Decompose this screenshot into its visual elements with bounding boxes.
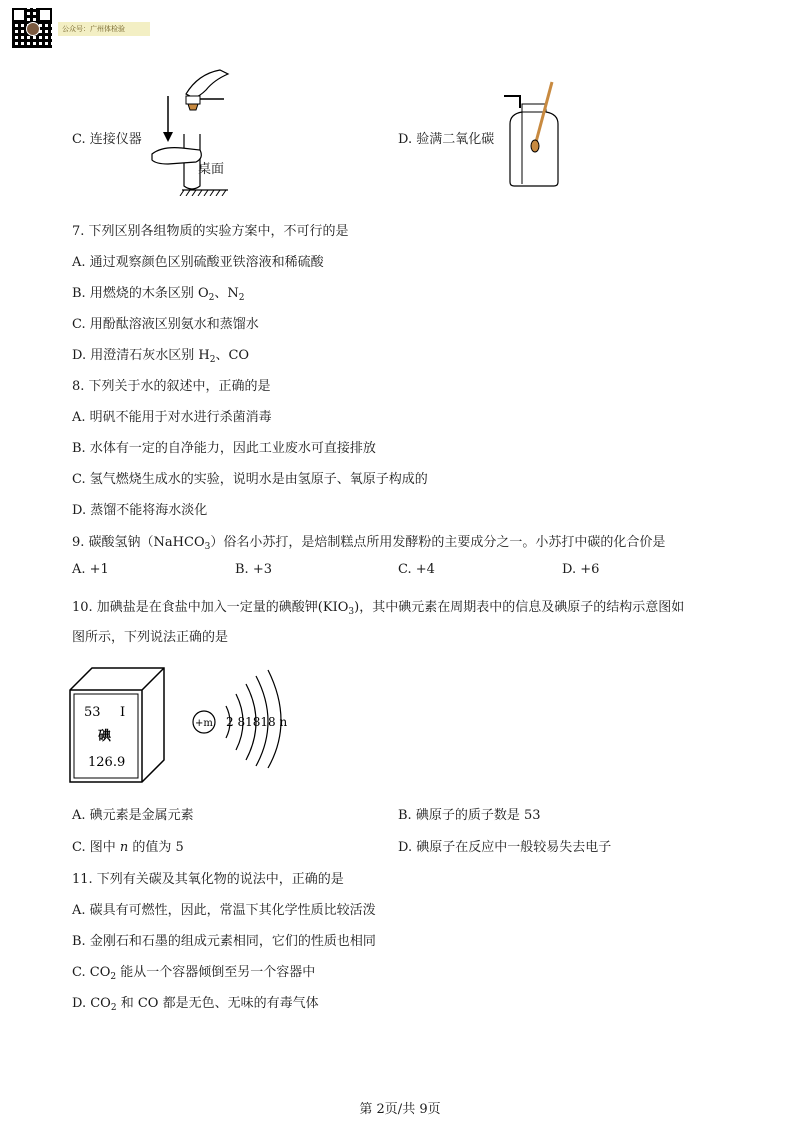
- qr-code: [12, 8, 52, 48]
- q9-option-a: A. +1: [72, 562, 109, 577]
- q11-option-d: D. $CO_2$ 和 CO 都是无色、无味的有毒气体: [72, 996, 319, 1013]
- q6-option-d: D. 验满二氧化碳: [398, 132, 495, 147]
- down-arrow-icon: [163, 132, 173, 142]
- q10-option-a: A. 碘元素是金属元素: [72, 808, 194, 823]
- stopper: [186, 96, 200, 104]
- bottle-neck: [522, 104, 546, 112]
- rubber-plug: [188, 104, 198, 110]
- q7-option-a: A. 通过观察颜色区别硫酸亚铁溶液和稀硫酸: [72, 255, 324, 270]
- q11-option-b: B. 金刚石和石墨的组成元素相同，它们的性质也相同: [72, 934, 376, 949]
- q8-option-d: D. 蒸馏不能将海水淡化: [72, 503, 208, 518]
- q9-option-d: D. +6: [562, 562, 600, 577]
- q7-option-d: D. 用澄清石灰水区别 $H_2$、CO: [72, 348, 250, 365]
- header-banner: 公众号：广州体检验: [58, 22, 150, 36]
- qr-avatar: [26, 22, 40, 36]
- upper-hand: [186, 70, 228, 98]
- cell-atomic-number: 53: [84, 705, 101, 720]
- q7-stem: 7. 下列区别各组物质的实验方案中，不可行的是: [72, 224, 349, 239]
- periodic-cell-figure: [68, 664, 168, 786]
- desk-label: 桌面: [198, 162, 225, 177]
- page-number: 第 2页/共 9页: [359, 1102, 441, 1117]
- q8-option-c: C. 氢气燃烧生成水的实验，说明水是由氢原子、氧原子构成的: [72, 472, 428, 487]
- q10-option-b: B. 碘原子的质子数是 53: [398, 808, 541, 823]
- shell-electrons: 2 81818 n: [226, 715, 288, 729]
- q7-option-c: C. 用酚酞溶液区别氨水和蒸馏水: [72, 317, 259, 332]
- q8-option-b: B. 水体有一定的自净能力，因此工业废水可直接排放: [72, 441, 376, 456]
- q10-stem-line2: 图所示，下列说法正确的是: [72, 630, 229, 645]
- q6-option-c: C. 连接仪器: [72, 132, 142, 147]
- q10-stem-line1: 10. 加碘盐是在食盐中加入一定量的碘酸钾$(KIO_3)$，其中碘元素在周期表中的信息及碘原子的结构示意图如: [72, 600, 685, 617]
- desk-hatch: [180, 190, 226, 196]
- q10-option-c: C. 图中 n 的值为 5: [72, 840, 184, 855]
- cell-element-name: 碘: [98, 729, 112, 744]
- q10-option-d: D. 碘原子在反应中一般较易失去电子: [398, 840, 612, 855]
- nucleus-charge: +m: [195, 718, 213, 729]
- co2-test-figure: [500, 80, 566, 190]
- q8-stem: 8. 下列关于水的叙述中，正确的是: [72, 379, 271, 394]
- q11-option-a: A. 碳具有可燃性，因此，常温下其化学性质比较活泼: [72, 903, 376, 918]
- cell-symbol: I: [120, 705, 126, 720]
- atom-structure-figure: [186, 660, 316, 770]
- q9-option-b: B. +3: [235, 562, 272, 577]
- cell-atomic-mass: 126.9: [88, 755, 126, 770]
- q9-option-c: C. +4: [398, 562, 435, 577]
- burning-tip-icon: [531, 140, 539, 152]
- gas-inlet-tube: [504, 96, 520, 108]
- q8-option-a: A. 明矾不能用于对水进行杀菌消毒: [72, 410, 272, 425]
- q7-option-b: B. 用燃烧的木条区别 $O_2$、$N_2$: [72, 286, 245, 303]
- q11-option-c: C. $CO_2$ 能从一个容器倾倒至另一个容器中: [72, 965, 316, 982]
- q9-stem: 9. 碳酸氢钠（NaHCO$_3$）俗名小苏打，是焙制糕点所用发酵粉的主要成分之一。小苏打中碳的化合价是: [72, 535, 666, 552]
- lower-hand: [152, 148, 201, 164]
- q11-stem: 11. 下列有关碳及其氧化物的说法中，正确的是: [72, 872, 344, 887]
